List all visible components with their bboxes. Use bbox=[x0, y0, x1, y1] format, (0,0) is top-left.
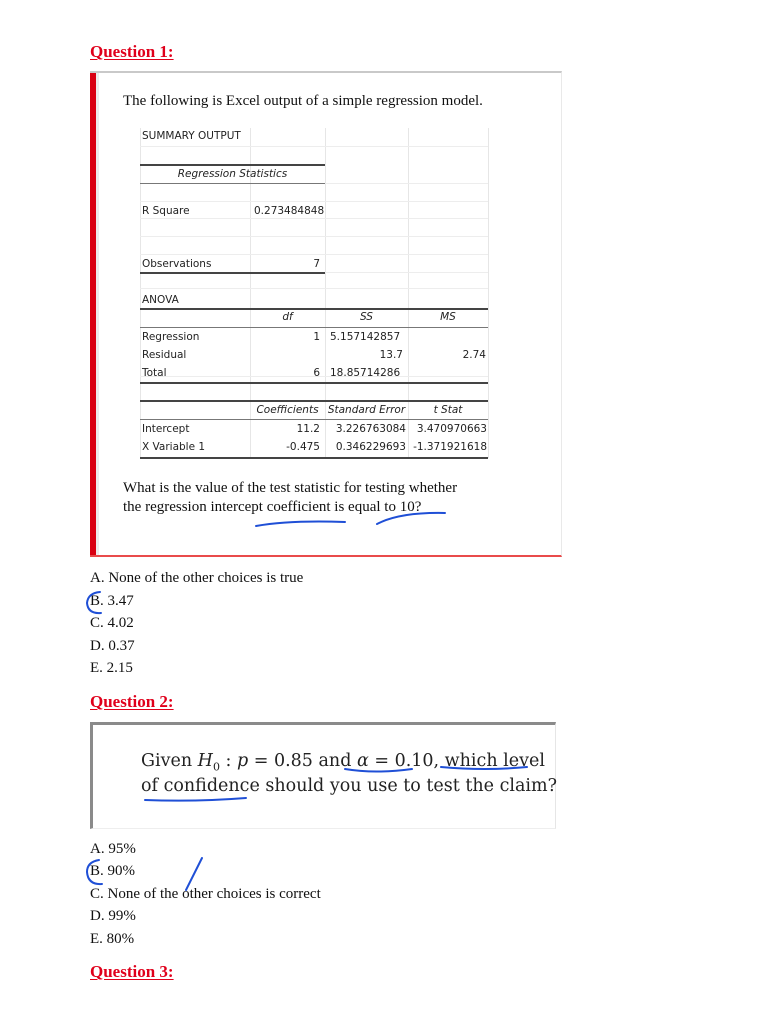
question-1-intro: The following is Excel output of a simple regression model. bbox=[123, 93, 483, 109]
q2-option-b: B. 90% bbox=[90, 863, 135, 879]
standard-error-header: Standard Error bbox=[327, 404, 406, 416]
r-square-label: R Square bbox=[142, 205, 190, 217]
question-1-line-1: What is the value of the test statistic for testing whether bbox=[123, 480, 458, 496]
question-1-text bbox=[123, 479, 543, 517]
anova-ms-header: MS bbox=[440, 311, 456, 323]
q2-option-e: E. 80% bbox=[90, 931, 135, 947]
anova-ss-header: SS bbox=[360, 311, 373, 323]
question-2-panel bbox=[90, 722, 556, 829]
anova-row-ms: 2.74 bbox=[462, 349, 486, 361]
summary-output-label: SUMMARY OUTPUT bbox=[142, 130, 241, 142]
q1-option-c: C. 4.02 bbox=[90, 615, 134, 631]
coef-row-std-error: 0.346229693 bbox=[335, 441, 406, 453]
regression-statistics-header: Regression Statistics bbox=[177, 168, 288, 180]
question-2-title: Question 2: bbox=[90, 692, 174, 711]
observations-value: 7 bbox=[313, 258, 320, 270]
r-square-value: 0.273484848 bbox=[254, 205, 325, 217]
anova-row-df: 6 bbox=[313, 367, 320, 379]
observations-label: Observations bbox=[142, 258, 212, 270]
anova-row-label: Regression bbox=[142, 331, 200, 343]
question-3-title: Question 3: bbox=[90, 962, 174, 981]
question-2-line-1: Given $H_0$ : p = 0.85 and α = 0.10, which level bbox=[141, 751, 545, 774]
question-1-line-2: the regression intercept coefficient is equal to 10? bbox=[123, 499, 422, 515]
q1-option-a: A. None of the other choices is true bbox=[90, 570, 304, 586]
q2-option-d: D. 99% bbox=[90, 908, 136, 924]
panel-shade bbox=[96, 73, 99, 555]
coef-row-coefficient: -0.475 bbox=[286, 441, 320, 453]
q1-option-d: D. 0.37 bbox=[90, 638, 135, 654]
anova-row-label: Residual bbox=[142, 349, 187, 361]
anova-df-header: df bbox=[282, 311, 293, 323]
q2-option-c: C. None of the other choices is correct bbox=[90, 886, 321, 902]
anova-row-ss: 13.7 bbox=[379, 349, 403, 361]
coef-row-std-error: 3.226763084 bbox=[335, 423, 406, 435]
question-2-line-2: of confidence should you use to test the claim? bbox=[141, 776, 557, 796]
q2-option-a: A. 95% bbox=[90, 841, 136, 857]
anova-row-label: Total bbox=[142, 367, 167, 379]
t-stat-header: t Stat bbox=[433, 404, 463, 416]
coefficients-header: Coefficients bbox=[256, 404, 319, 416]
coef-row-coefficient: 11.2 bbox=[296, 423, 320, 435]
anova-row-ss: 18.85714286 bbox=[330, 367, 401, 379]
excel-summary-output bbox=[140, 128, 587, 458]
coef-row-t-stat: -1.371921618 bbox=[413, 441, 487, 453]
question-1-title: Question 1: bbox=[90, 42, 174, 61]
anova-row-ss: 5.157142857 bbox=[330, 331, 401, 343]
anova-row-df: 1 bbox=[313, 331, 320, 343]
q1-option-b: B. 3.47 bbox=[90, 593, 134, 609]
coef-row-label: Intercept bbox=[142, 423, 190, 435]
q1-option-e: E. 2.15 bbox=[90, 660, 133, 676]
coef-row-label: X Variable 1 bbox=[142, 441, 206, 453]
anova-label: ANOVA bbox=[142, 294, 179, 306]
question-1-panel bbox=[90, 71, 562, 557]
coef-row-t-stat: 3.470970663 bbox=[416, 423, 487, 435]
